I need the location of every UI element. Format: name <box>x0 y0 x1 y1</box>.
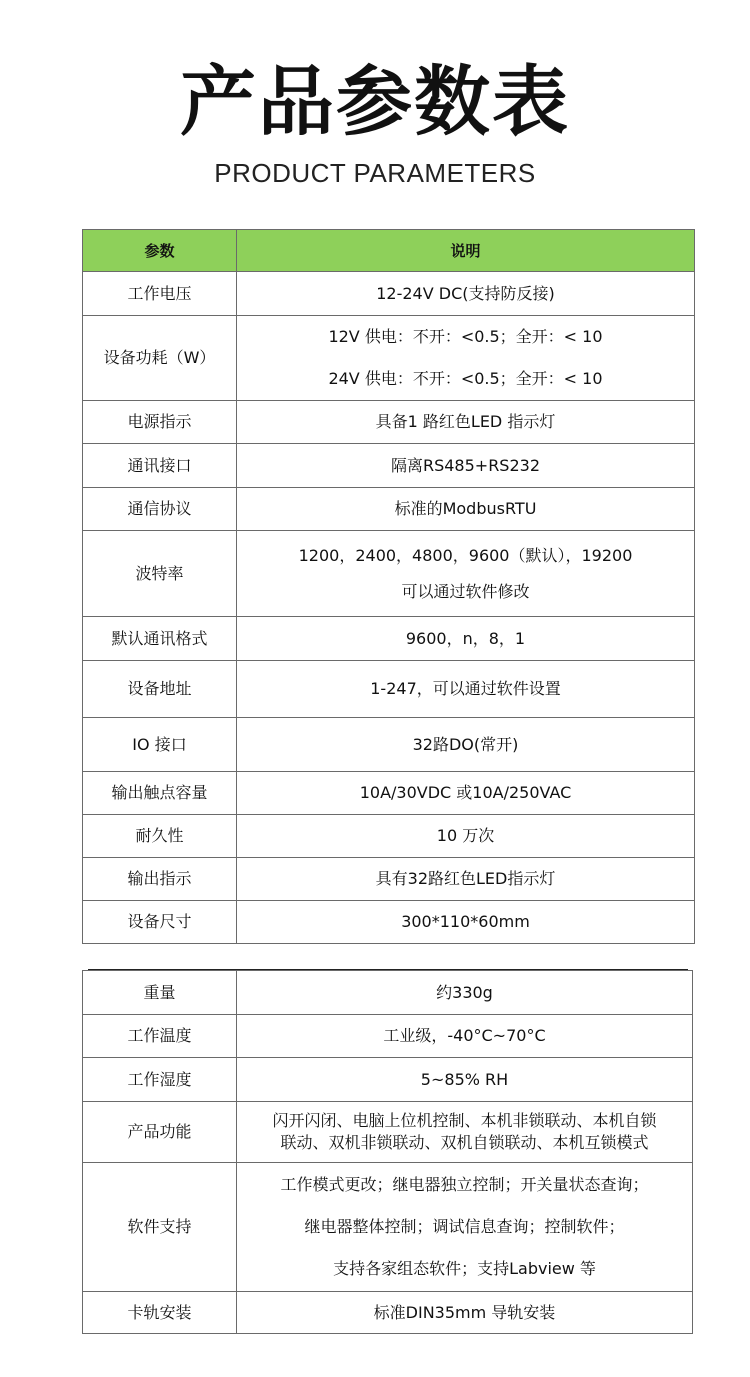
page-subtitle: PRODUCT PARAMETERS <box>214 158 536 188</box>
desc-line: 1-247，可以通过软件设置 <box>370 679 561 698</box>
table-row <box>83 858 695 901</box>
table-row <box>83 488 695 531</box>
desc-line: 标准DIN35mm 导轨安装 <box>373 1302 556 1322</box>
param-cell: IO 接口 <box>83 718 237 772</box>
param-cell: 工作温度 <box>83 1015 237 1058</box>
desc-line: 联动、双机非锁联动、双机自锁联动、本机互锁模式 <box>280 1133 649 1152</box>
header-desc: 说明 <box>237 230 695 272</box>
table-row <box>83 316 695 401</box>
param-cell: 软件支持 <box>83 1163 237 1292</box>
parameters-table-1 <box>82 229 695 944</box>
parameters-table-2 <box>82 970 693 1334</box>
table-row <box>83 1058 693 1102</box>
desc-cell <box>237 661 695 718</box>
desc-line: 支持各家组态软件；支持Labview 等 <box>333 1259 596 1278</box>
header-param: 参数 <box>83 230 237 272</box>
param-cell: 设备地址 <box>83 661 237 718</box>
desc-line: 24V 供电：不开：<0.5；全开：< 10 <box>328 369 603 388</box>
param-cell: 默认通讯格式 <box>83 617 237 661</box>
desc-cell <box>237 1292 693 1334</box>
param-cell: 输出指示 <box>83 858 237 901</box>
param-cell: 产品功能 <box>83 1102 237 1163</box>
desc-cell <box>237 1163 693 1292</box>
desc-line: 9600，n，8，1 <box>405 628 526 648</box>
desc-cell <box>237 1102 693 1163</box>
param-cell: 耐久性 <box>83 815 237 858</box>
param-cell: 设备尺寸 <box>83 901 237 944</box>
param-cell: 通信协议 <box>83 488 237 531</box>
desc-cell <box>237 488 695 531</box>
table-row <box>83 401 695 444</box>
param-cell: 工作湿度 <box>83 1058 237 1102</box>
desc-cell <box>237 272 695 316</box>
desc-cell <box>237 815 695 858</box>
table-row <box>83 531 695 617</box>
desc-line: 5~85% RH <box>420 1069 509 1089</box>
desc-line: 隔离RS485+RS232 <box>390 455 541 475</box>
table-row <box>83 1163 693 1292</box>
desc-line: 工作模式更改；继电器独立控制；开关量状态查询； <box>280 1175 649 1194</box>
table-row <box>83 272 695 316</box>
desc-cell <box>237 1058 693 1102</box>
param-cell: 电源指示 <box>83 401 237 444</box>
table-row <box>83 901 695 944</box>
desc-line: 10A/30VDC 或10A/250VAC <box>359 783 572 802</box>
desc-cell <box>237 444 695 488</box>
desc-line: 1200，2400，4800，9600（默认），19200 <box>298 545 633 565</box>
param-cell: 通讯接口 <box>83 444 237 488</box>
desc-line: 12-24V DC(支持防反接) <box>376 283 555 303</box>
param-cell: 工作电压 <box>83 272 237 316</box>
desc-line: 具备1 路红色LED 指示灯 <box>375 412 556 431</box>
param-cell: 输出触点容量 <box>83 772 237 815</box>
desc-cell <box>237 858 695 901</box>
desc-line: 闪开闪闭、电脑上位机控制、本机非锁联动、本机自锁 <box>272 1111 657 1130</box>
table-row <box>83 617 695 661</box>
param-cell: 卡轨安装 <box>83 1292 237 1334</box>
table-row <box>83 815 695 858</box>
desc-cell <box>237 531 695 617</box>
desc-cell <box>237 718 695 772</box>
param-cell: 重量 <box>83 971 237 1015</box>
desc-line: 12V 供电：不开：<0.5；全开：< 10 <box>328 327 603 346</box>
param-cell: 波特率 <box>83 531 237 617</box>
desc-cell <box>237 316 695 401</box>
desc-cell <box>237 772 695 815</box>
page-title: 产品参数表 <box>180 57 570 146</box>
table-row <box>83 1292 693 1334</box>
table-row <box>83 971 693 1015</box>
desc-cell <box>237 1015 693 1058</box>
table-row <box>83 661 695 718</box>
table-row <box>83 1015 693 1058</box>
table-row <box>83 444 695 488</box>
desc-line: 具有32路红色LED指示灯 <box>375 869 556 888</box>
desc-line: 300*110*60mm <box>401 912 530 931</box>
desc-cell <box>237 971 693 1015</box>
desc-line: 可以通过软件修改 <box>401 581 530 601</box>
desc-cell <box>237 401 695 444</box>
desc-line: 标准的ModbusRTU <box>394 499 537 518</box>
desc-cell <box>237 901 695 944</box>
table-row <box>83 718 695 772</box>
table-header-row <box>83 230 695 272</box>
desc-line: 继电器整体控制；调试信息查询；控制软件； <box>304 1217 625 1236</box>
desc-cell <box>237 617 695 661</box>
desc-line: 约330g <box>436 982 493 1002</box>
table-row <box>83 1102 693 1163</box>
desc-line: 10 万次 <box>436 826 495 845</box>
table-row <box>83 772 695 815</box>
desc-line: 工业级，-40°C~70°C <box>383 1026 546 1045</box>
desc-line: 32路DO(常开) <box>412 734 519 754</box>
param-cell: 设备功耗（W） <box>83 316 237 401</box>
